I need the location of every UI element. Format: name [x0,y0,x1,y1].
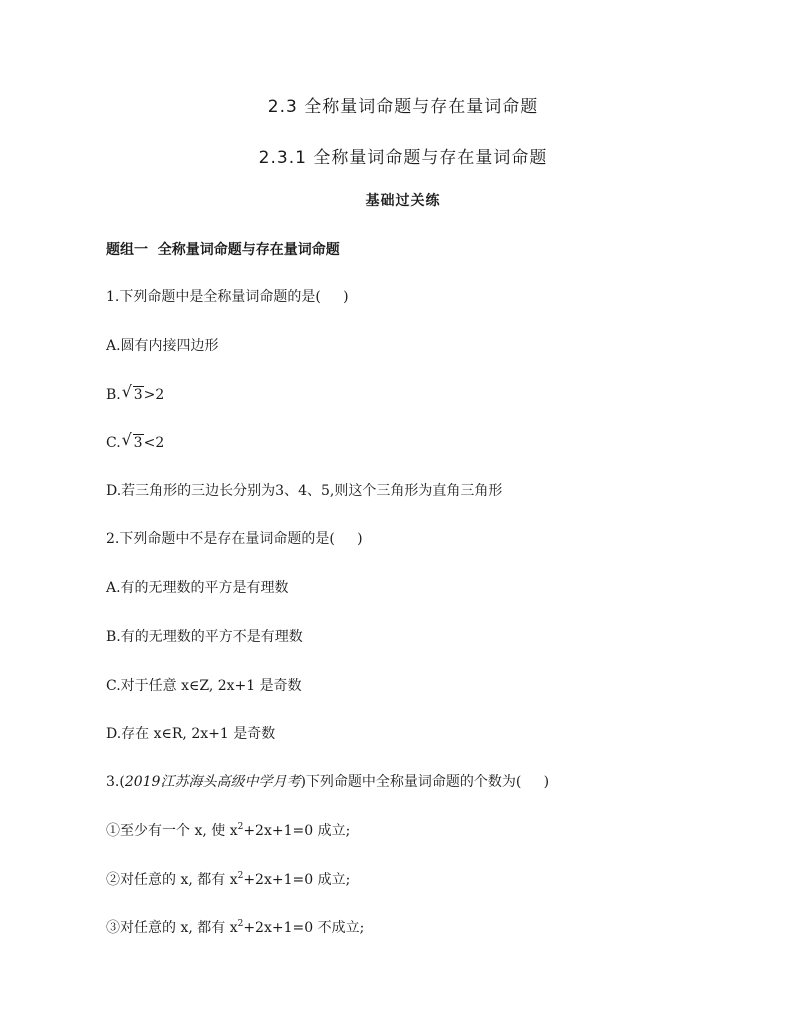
question-2-stem: 2.下列命题中不是存在量词命题的是( ) [106,531,363,547]
question-1-option-b: B. √ 3>2 [106,382,165,403]
question-2-option-b: B.有的无理数的平方不是有理数 [106,629,303,645]
subsection-title: 2.3.1 全称量词命题与存在量词命题 [258,148,548,168]
question-2-option-c: C.对于任意 x∈Z, 2x+1 是奇数 [106,678,302,694]
question-3-stem: 3.(2019江苏海头高级中学月考)下列命题中全称量词命题的个数为( ) [106,774,550,790]
question-source: 2019江苏海头高级中学月考 [124,774,301,790]
question-1-option-a: A.圆有内接四边形 [106,338,219,354]
group-heading: 题组一 全称量词命题与存在量词命题 [106,242,340,258]
section-title: 2.3 全称量词命题与存在量词命题 [267,97,539,117]
question-3-item-3: ③对任意的 x, 都有 $x^2+2x+1=0$ 不成立; [106,919,365,936]
question-1-option-c: C. √ 3<2 [106,430,165,451]
level-title: 基础过关练 [365,193,441,209]
sqrt-expression: √ 3 [121,430,143,451]
question-1-stem: 1.下列命题中是全称量词命题的是( ) [106,289,349,305]
radical-sign: √ [121,382,132,401]
radical-sign: √ [121,430,132,449]
question-3-item-1: ①至少有一个 x, 使 $x^2+2x+1=0$ 成立; [106,822,351,839]
sqrt-expression: √ 3 [121,382,143,403]
question-1-option-d: D.若三角形的三边长分别为3、4、5,则这个三角形为直角三角形 [106,483,503,499]
question-2-option-a: A.有的无理数的平方是有理数 [106,580,289,596]
question-3-item-2: ②对任意的 x, 都有 $x^2+2x+1=0$ 成立; [106,871,351,888]
question-2-option-d: D.存在 x∈R, 2x+1 是奇数 [106,726,276,742]
